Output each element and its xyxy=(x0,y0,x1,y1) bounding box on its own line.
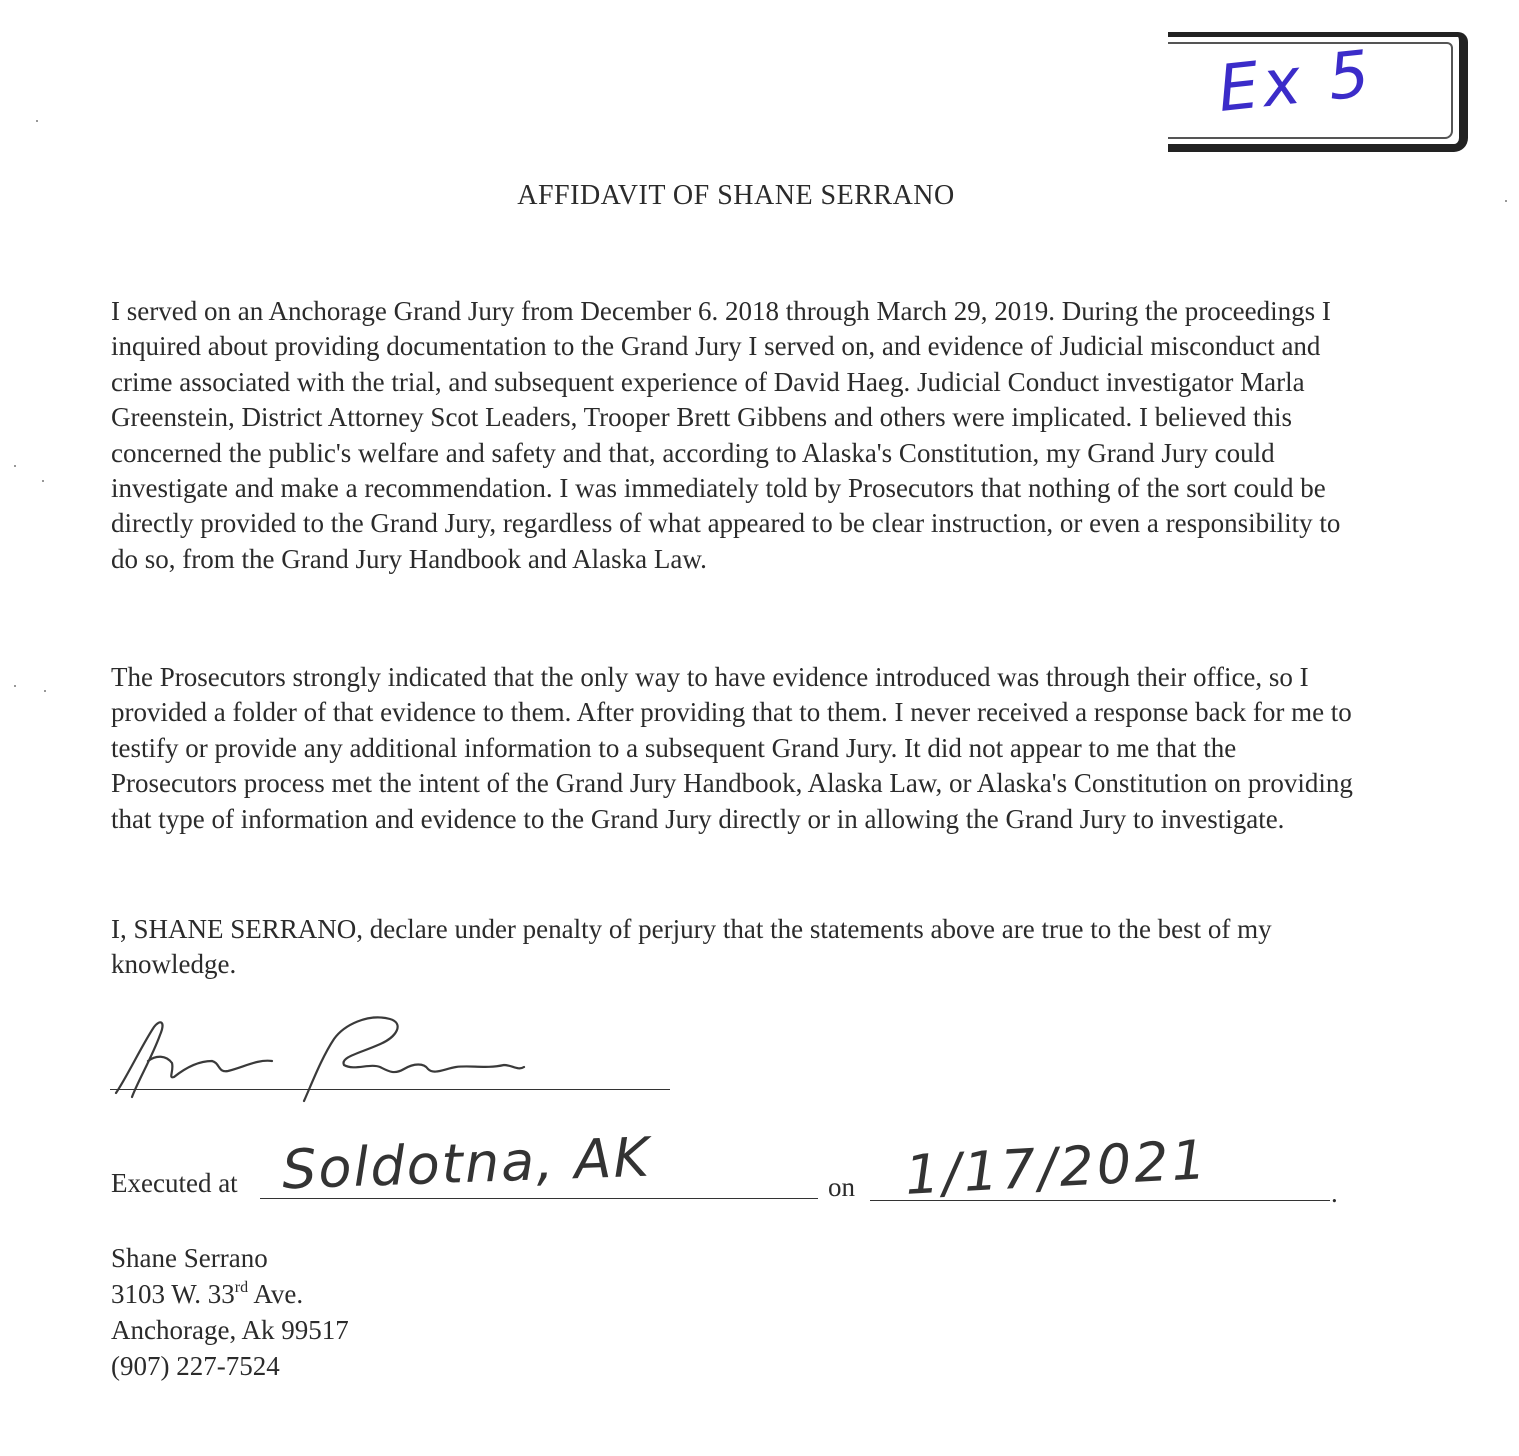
exhibit-stamp xyxy=(1168,32,1468,152)
paragraph-prosecutors: The Prosecutors strongly indicated that the only way to have evidence introduced was through their office, so I provided a folder of that evidence to them. After providing that to them. I never received a response back for me to testify or provide any additional information to a subsequent Grand Jury. It did not appear to me that the Prosecutors process met the intent of the Grand Jury Handbook, Alaska Law, or Alaska's Constitution on providing that type of information and evidence to the Grand Jury directly or in allowing the Grand Jury to investigate. xyxy=(111,662,1353,834)
street-suffix: Ave. xyxy=(248,1279,304,1309)
signer-city: Anchorage, Ak 99517 xyxy=(111,1315,349,1345)
date-terminator: . xyxy=(1331,1178,1338,1208)
paragraph-declaration: I, SHANE SERRANO, declare under penalty of perjury that the statements above are true to the best of my knowledge. xyxy=(111,914,1272,980)
exhibit-label: Ex 5 xyxy=(1214,37,1377,127)
scan-speck xyxy=(14,465,16,467)
street-ordinal: rd xyxy=(234,1279,249,1296)
scan-speck xyxy=(44,690,46,692)
street-number: 3103 W. 33 xyxy=(111,1279,235,1309)
scan-speck xyxy=(14,685,16,687)
on-label: on xyxy=(828,1172,855,1202)
signature-line xyxy=(110,1089,670,1090)
signature xyxy=(108,1005,528,1105)
executed-location: Soldotna, AK xyxy=(281,1125,652,1202)
signer-street xyxy=(111,1276,349,1312)
scan-speck xyxy=(36,120,38,122)
executed-at-label: Executed at xyxy=(111,1168,238,1198)
scan-speck xyxy=(1505,200,1507,202)
signer-address-block xyxy=(111,1240,349,1384)
scan-speck xyxy=(42,480,44,482)
paragraph-service: I served on an Anchorage Grand Jury from December 6. 2018 through March 29, 2019. During the proceedings I inquired about providing documentation to the Grand Jury I served on, and evidence of Judicial misconduct and crime associated with the trial, and subsequent experience of David Haeg. Judicial Conduct investigator Marla Greenstein, District Attorney Scot Leaders, Trooper Brett Gibbens and others were implicated. I believed this concerned the public's welfare and safety and that, according to Alaska's Constitution, my Grand Jury could investigate and make a recommendation. I was immediately told by Prosecutors that nothing of the sort could be directly provided to the Grand Jury, regardless of what appeared to be clear instruction, or even a responsibility to do so, from the Grand Jury Handbook and Alaska Law. xyxy=(111,296,1341,574)
executed-at-line xyxy=(260,1198,818,1199)
signer-phone: (907) 227-7524 xyxy=(111,1351,280,1381)
document-title: AFFIDAVIT OF SHANE SERRANO xyxy=(517,180,955,211)
date-line xyxy=(870,1200,1330,1201)
execution-date: 1/17/2021 xyxy=(903,1128,1211,1207)
signer-name: Shane Serrano xyxy=(111,1243,268,1273)
